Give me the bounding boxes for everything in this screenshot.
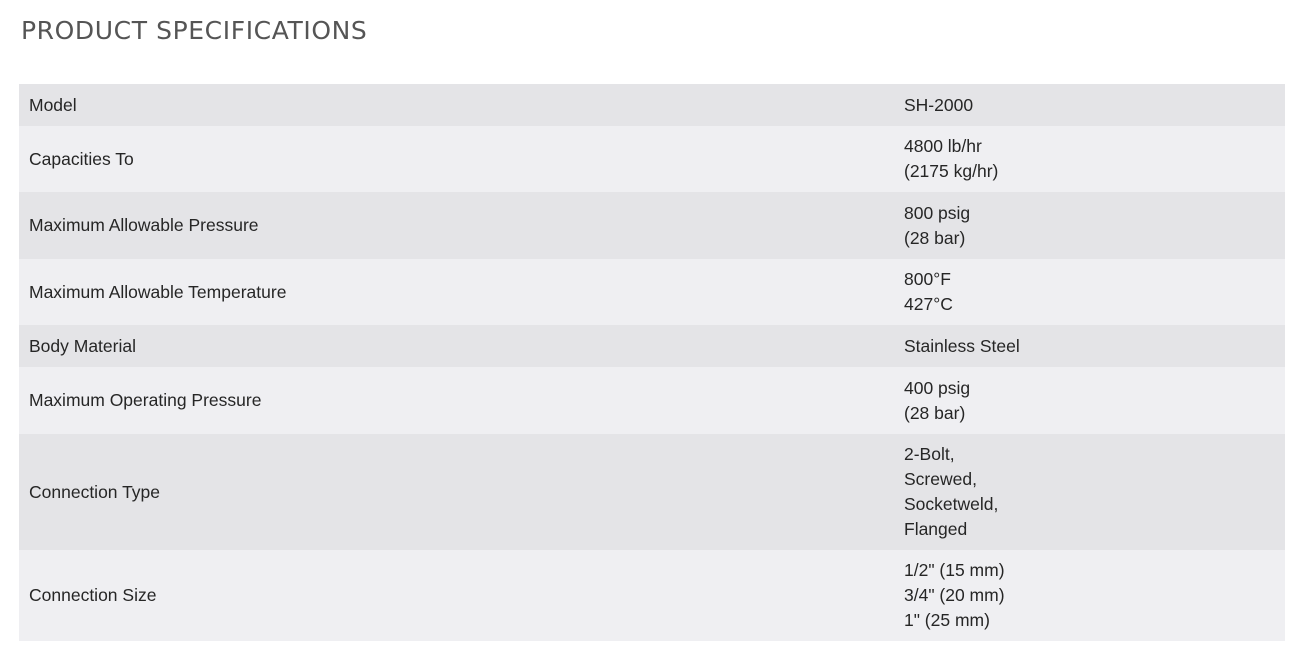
spec-label: Connection Type xyxy=(19,434,894,550)
spec-value-line: 2-Bolt, xyxy=(904,444,955,464)
spec-value-line: 800 psig xyxy=(904,202,971,223)
table-row xyxy=(19,126,1285,192)
table-row xyxy=(19,84,1285,126)
spec-value-line: (28 bar) xyxy=(904,402,966,423)
spec-table-body xyxy=(19,84,1285,641)
table-row xyxy=(19,192,1285,259)
spec-value-line: (2175 kg/hr) xyxy=(904,161,999,181)
spec-value-line: 427°C xyxy=(904,294,953,314)
spec-value-line: 800°F xyxy=(904,269,951,289)
spec-label: Capacities To xyxy=(19,126,894,192)
table-row xyxy=(19,434,1285,550)
spec-value xyxy=(894,434,1285,550)
spec-value-line: 1/2" (15 mm) xyxy=(904,560,1005,580)
spec-label: Maximum Operating Pressure xyxy=(19,367,894,434)
spec-value-line: 400 psig xyxy=(904,377,971,398)
spec-value xyxy=(894,126,1285,192)
spec-label: Body Material xyxy=(19,325,894,367)
table-row xyxy=(19,325,1285,367)
spec-value-line: 3/4" (20 mm) xyxy=(904,585,1005,605)
spec-table xyxy=(19,84,1285,641)
spec-value-line: 4800 lb/hr xyxy=(904,136,982,156)
spec-label: Model xyxy=(19,84,894,126)
spec-value-line: 1" (25 mm) xyxy=(904,610,990,630)
spec-value-line: (28 bar) xyxy=(904,227,966,248)
spec-value xyxy=(894,259,1285,325)
spec-label: Maximum Allowable Temperature xyxy=(19,259,894,325)
spec-value xyxy=(894,325,1285,367)
spec-value-line: Socketweld, xyxy=(904,494,999,514)
table-row xyxy=(19,367,1285,434)
spec-label: Connection Size xyxy=(19,550,894,641)
spec-value xyxy=(894,84,1285,126)
table-row xyxy=(19,259,1285,325)
spec-value-line: Stainless Steel xyxy=(904,335,1020,356)
spec-label: Maximum Allowable Pressure xyxy=(19,192,894,259)
spec-value xyxy=(894,550,1285,641)
spec-value xyxy=(894,367,1285,434)
table-row xyxy=(19,550,1285,641)
spec-value-line: Flanged xyxy=(904,519,968,539)
spec-value-line: SH-2000 xyxy=(904,94,974,115)
page-title: PRODUCT SPECIFICATIONS xyxy=(21,16,368,45)
spec-value-line: Screwed, xyxy=(904,469,977,489)
spec-value xyxy=(894,192,1285,259)
